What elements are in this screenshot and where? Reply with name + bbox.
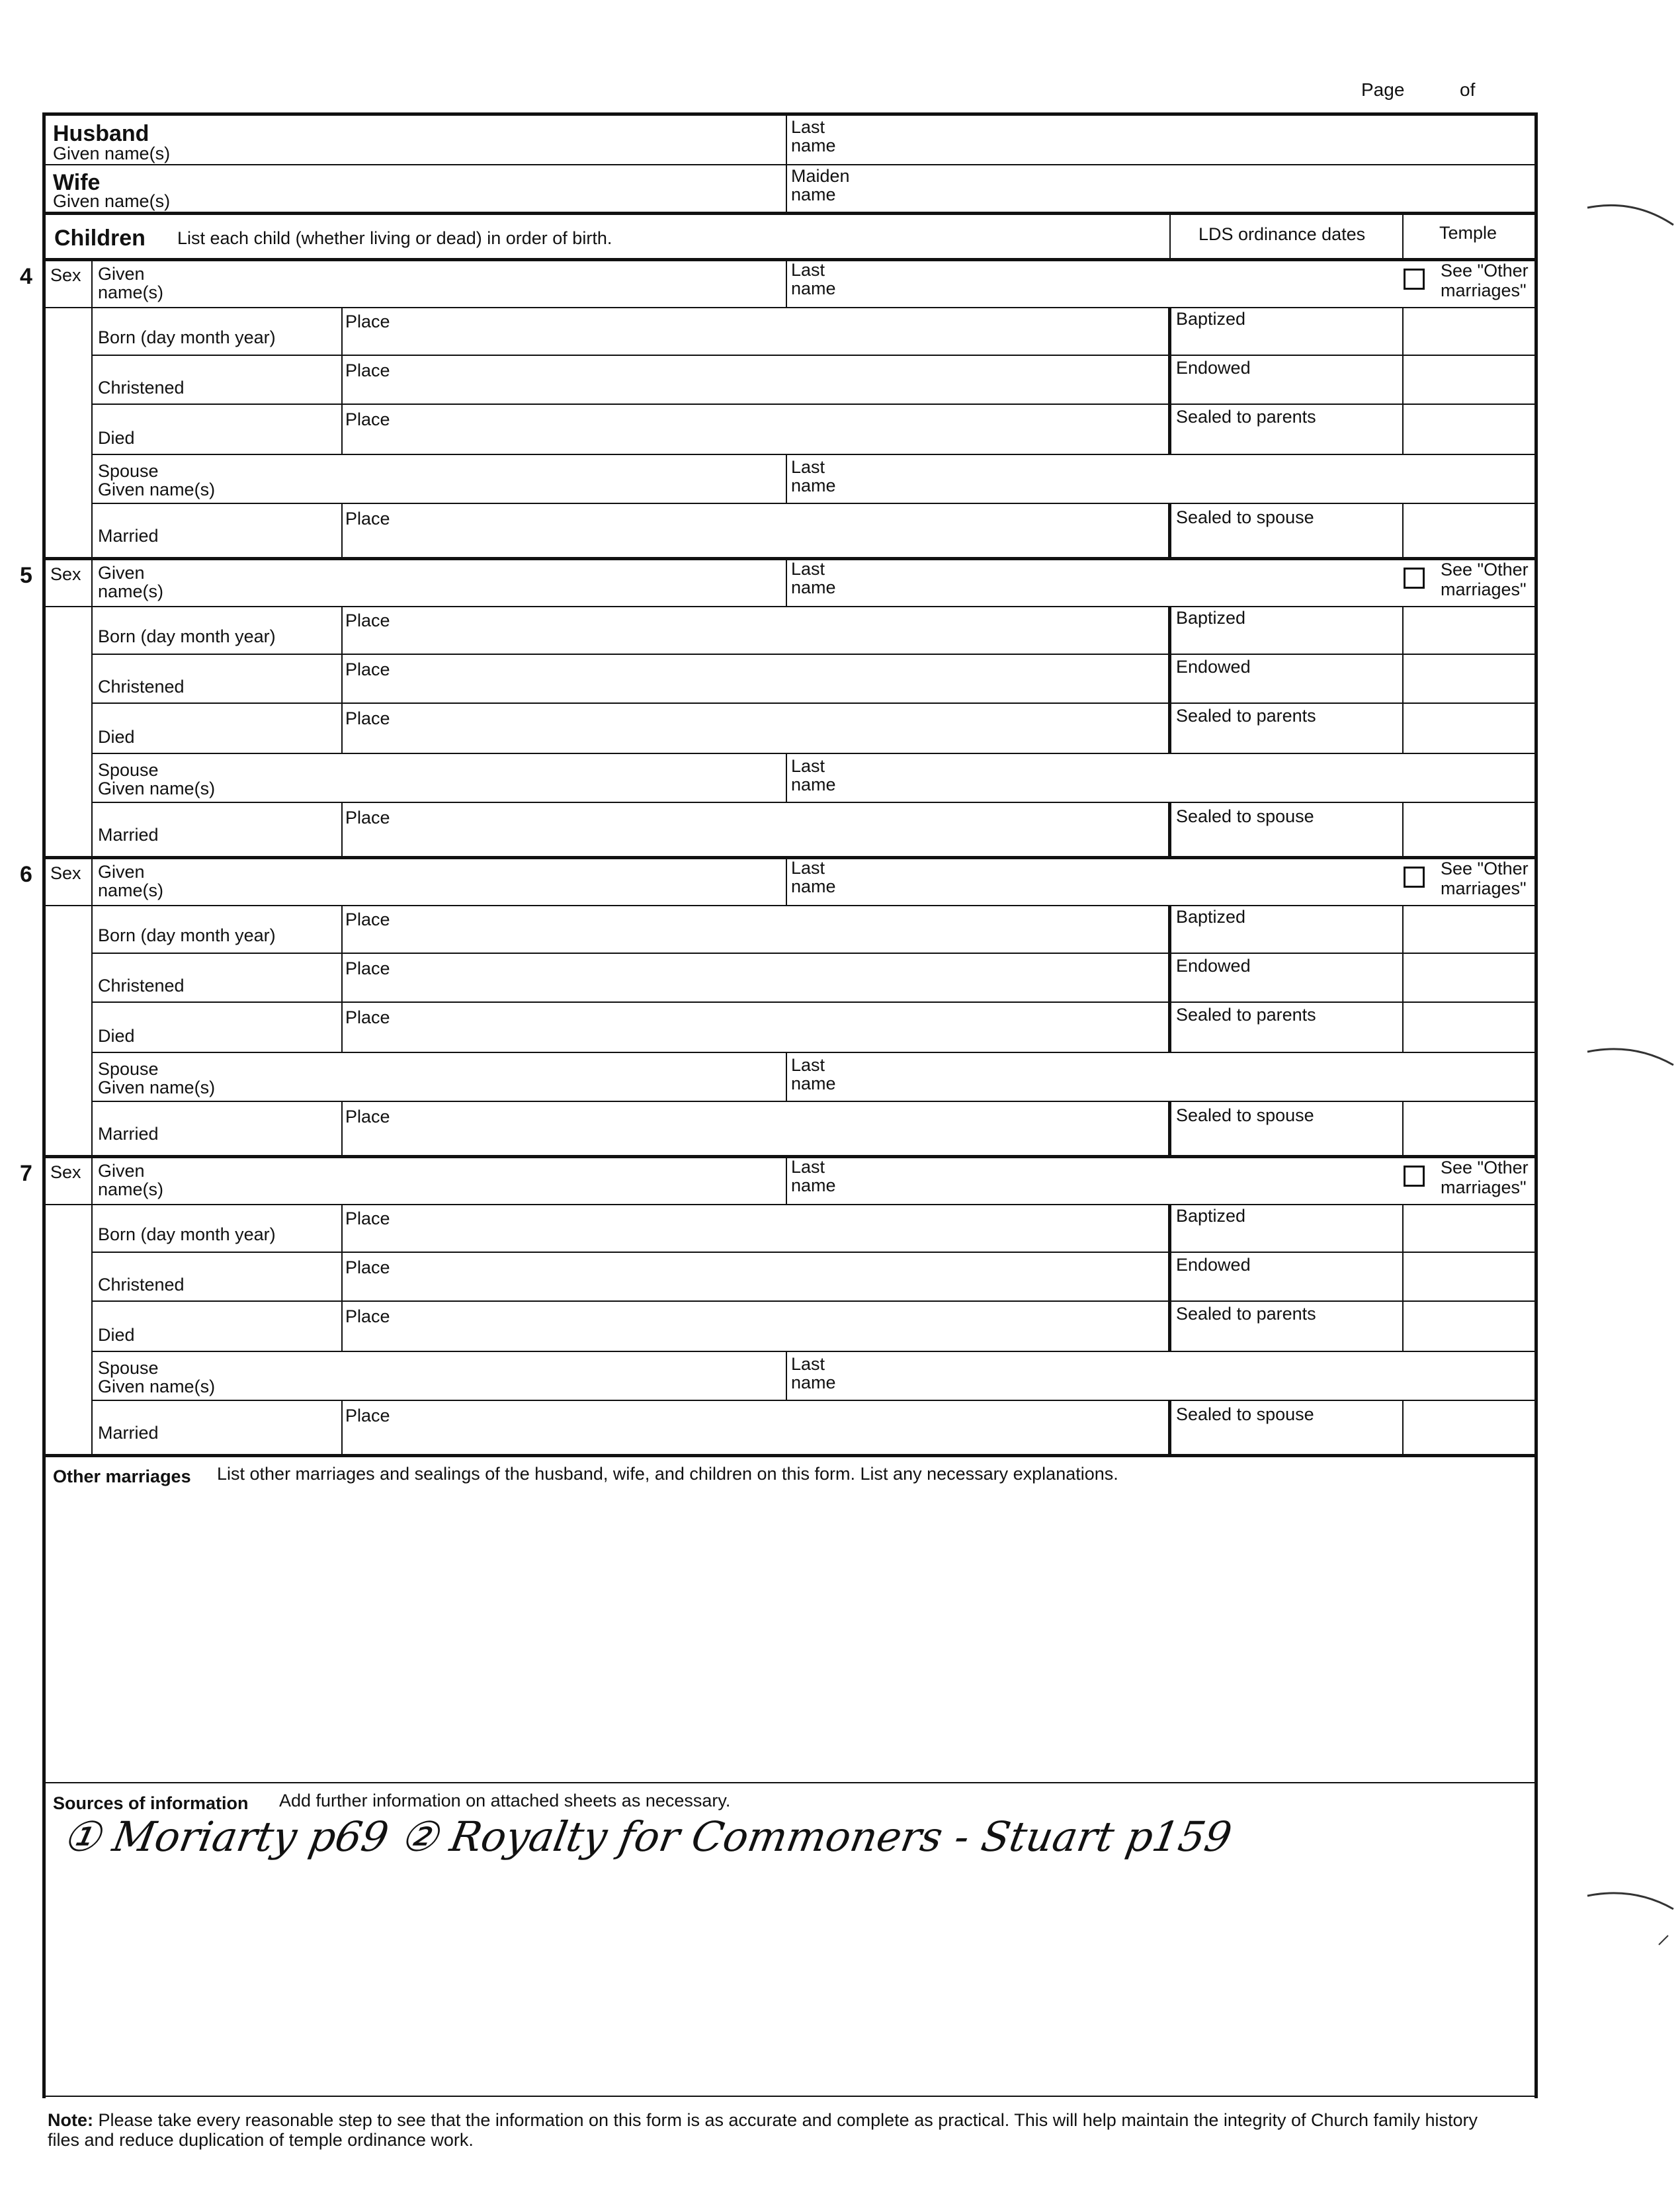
last-name-label: Last name — [791, 1157, 836, 1195]
wife-given-label: Given name(s) — [53, 191, 171, 211]
endowed-temple-field[interactable] — [1406, 359, 1532, 402]
see-other-marriages-checkbox[interactable] — [1404, 1166, 1425, 1187]
married-place-field[interactable] — [397, 1404, 1164, 1451]
sex-divider — [91, 1156, 93, 1204]
christened-date-field[interactable] — [98, 658, 336, 701]
sealed-parents-temple-field[interactable] — [1406, 1304, 1532, 1348]
last-name-field[interactable] — [847, 1158, 1389, 1201]
sealed-spouse-temple-field[interactable] — [1406, 507, 1532, 554]
died-label: Died — [98, 727, 135, 747]
married-temple-divider — [1402, 802, 1404, 857]
christened-date-field[interactable] — [98, 1255, 336, 1299]
given-name-label: Given name(s) — [98, 563, 164, 601]
lds-ordinance-label: LDS ordinance dates — [1198, 224, 1366, 244]
born-place-divider — [341, 905, 343, 1052]
sealed-to-parents-label: Sealed to parents — [1176, 1005, 1316, 1025]
spouse-row-rule — [91, 503, 1537, 504]
spouse-last-field[interactable] — [847, 757, 1528, 800]
sex-divider — [91, 857, 93, 905]
born-place-label: Place — [345, 312, 390, 331]
died-date-field[interactable] — [98, 706, 336, 750]
born-place-divider — [341, 606, 343, 753]
sex-field[interactable] — [45, 560, 89, 603]
husband-title: Husband — [53, 121, 149, 146]
sealed-parents-temple-field[interactable] — [1406, 1005, 1532, 1049]
spouse-row-rule — [91, 1400, 1537, 1401]
christened-place-field[interactable] — [397, 658, 1164, 701]
endowed-temple-field[interactable] — [1406, 658, 1532, 701]
husband-row-rule — [42, 164, 1537, 165]
christened-label: Christened — [98, 677, 185, 697]
married-temple-divider — [1402, 1400, 1404, 1455]
given-name-field[interactable] — [172, 1158, 780, 1201]
sealed-to-spouse-label: Sealed to spouse — [1176, 507, 1314, 527]
see-other-marriages-checkbox[interactable] — [1404, 867, 1425, 888]
endowed-label: Endowed — [1176, 358, 1251, 378]
married-date-field[interactable] — [98, 1105, 336, 1152]
sealed-parents-temple-field[interactable] — [1406, 706, 1532, 750]
married-ordinance-divider — [1168, 503, 1171, 558]
baptized-temple-field[interactable] — [1406, 1207, 1532, 1249]
last-name-field[interactable] — [847, 560, 1389, 603]
see-other-marriages-label: See "Other marriages" — [1441, 261, 1529, 300]
baptized-field[interactable] — [1176, 926, 1397, 950]
baptized-label: Baptized — [1176, 608, 1246, 628]
died-date-field[interactable] — [98, 1304, 336, 1348]
wife-maiden-field[interactable] — [853, 167, 1528, 210]
endowed-field[interactable] — [1176, 677, 1397, 701]
born-place-divider — [341, 307, 343, 454]
christened-place-label: Place — [345, 958, 390, 978]
child-number: 7 — [20, 1161, 32, 1186]
endowed-temple-field[interactable] — [1406, 1255, 1532, 1299]
married-temple-divider — [1402, 503, 1404, 558]
wife-maiden-label: Maiden name — [791, 166, 850, 204]
children-title: Children — [54, 226, 146, 251]
died-place-field[interactable] — [397, 1005, 1164, 1049]
born-row-rule — [91, 1252, 1537, 1253]
married-date-field[interactable] — [98, 1404, 336, 1451]
married-place-divider — [341, 1101, 343, 1156]
baptized-field[interactable] — [1176, 328, 1397, 352]
christened-row-rule — [91, 1300, 1537, 1302]
christened-place-label: Place — [345, 659, 390, 679]
married-date-field[interactable] — [98, 806, 336, 853]
sealed-spouse-temple-field[interactable] — [1406, 806, 1532, 853]
baptized-temple-field[interactable] — [1406, 609, 1532, 651]
sources-handwritten-entry: ① Moriarty p69 ② Royalty for Commoners - Stuart p159 — [59, 1812, 1236, 1861]
endowed-label: Endowed — [1176, 1255, 1251, 1275]
married-ordinance-divider — [1168, 1400, 1171, 1455]
spouse-last-divider — [786, 1052, 787, 1101]
inner-left-border — [91, 606, 93, 857]
inner-left-border — [91, 307, 93, 558]
given-name-field[interactable] — [172, 859, 780, 902]
sealed-to-parents-field[interactable] — [1176, 427, 1397, 451]
baptized-label: Baptized — [1176, 1206, 1246, 1226]
page-of-label: of — [1460, 79, 1476, 100]
wife-row-rule — [42, 212, 1537, 215]
temple-column-divider — [1402, 905, 1404, 1052]
died-date-field[interactable] — [98, 1005, 336, 1049]
died-place-label: Place — [345, 1306, 390, 1326]
sealed-to-spouse-label: Sealed to spouse — [1176, 1105, 1314, 1125]
given-name-label: Given name(s) — [98, 862, 164, 900]
other-marriages-rule — [42, 1782, 1537, 1783]
born-row-rule — [91, 355, 1537, 356]
sealed-to-spouse-label: Sealed to spouse — [1176, 1404, 1314, 1424]
born-place-label: Place — [345, 1209, 390, 1228]
given-last-divider — [786, 857, 787, 905]
spouse-last-field[interactable] — [847, 1056, 1528, 1099]
temple-column-divider — [1402, 606, 1404, 753]
baptized-label: Baptized — [1176, 907, 1246, 927]
sealed-to-parents-label: Sealed to parents — [1176, 1304, 1316, 1324]
sealed-to-spouse-field[interactable] — [1176, 1127, 1397, 1152]
wife-given-field[interactable] — [53, 167, 780, 210]
husband-last-label: Last name — [791, 117, 836, 155]
see-other-marriages-label: See "Other marriages" — [1441, 859, 1529, 898]
christened-label: Christened — [98, 1275, 185, 1295]
christened-label: Christened — [98, 378, 185, 398]
died-place-field[interactable] — [397, 706, 1164, 750]
spouse-last-label: Last name — [791, 1354, 836, 1392]
born-label: Born (day month year) — [98, 925, 276, 945]
christened-place-label: Place — [345, 1257, 390, 1277]
endowed-temple-field[interactable] — [1406, 957, 1532, 1000]
spouse-given-label: Spouse Given name(s) — [98, 1358, 216, 1396]
died-place-label: Place — [345, 708, 390, 728]
inner-left-border — [91, 905, 93, 1156]
married-place-label: Place — [345, 1107, 390, 1127]
born-date-field[interactable] — [98, 908, 336, 950]
lds-divider — [1169, 213, 1171, 258]
died-row-rule — [91, 1351, 1537, 1352]
married-label: Married — [98, 825, 159, 845]
sex-field[interactable] — [45, 261, 89, 304]
married-place-label: Place — [345, 1406, 390, 1425]
sex-label: Sex — [50, 265, 81, 285]
spouse-row-rule — [91, 1101, 1537, 1102]
married-label: Married — [98, 1423, 159, 1443]
born-date-field[interactable] — [98, 1207, 336, 1249]
see-other-marriages-label: See "Other marriages" — [1441, 1158, 1529, 1197]
christened-date-field[interactable] — [98, 957, 336, 1000]
husband-given-field[interactable] — [53, 116, 780, 163]
sealed-to-parents-field[interactable] — [1176, 726, 1397, 750]
note-title: Note: — [48, 2110, 93, 2130]
last-name-label: Last name — [791, 559, 836, 597]
born-place-label: Place — [345, 910, 390, 929]
endowed-field[interactable] — [1176, 378, 1397, 402]
left-border — [42, 112, 46, 2098]
last-name-field[interactable] — [847, 859, 1389, 902]
top-rule — [42, 112, 1537, 116]
wife-title: Wife — [53, 170, 101, 195]
born-place-divider — [341, 1204, 343, 1351]
sealed-spouse-temple-field[interactable] — [1406, 1404, 1532, 1451]
husband-wife-divider — [786, 114, 787, 213]
married-label: Married — [98, 526, 159, 546]
see-other-marriages-checkbox[interactable] — [1404, 269, 1425, 290]
sources-title: Sources of information — [53, 1793, 249, 1813]
sealed-to-spouse-field[interactable] — [1176, 828, 1397, 853]
christened-date-field[interactable] — [98, 359, 336, 402]
ordinance-divider — [1168, 1204, 1171, 1351]
sealed-to-parents-label: Sealed to parents — [1176, 407, 1316, 427]
name-row-rule — [42, 1204, 1537, 1205]
born-place-field[interactable] — [397, 609, 1164, 651]
ordinance-divider — [1168, 905, 1171, 1052]
baptized-field[interactable] — [1176, 1225, 1397, 1249]
married-place-divider — [341, 503, 343, 558]
married-place-field[interactable] — [397, 507, 1164, 554]
spouse-given-field[interactable] — [225, 757, 780, 800]
husband-given-label: Given name(s) — [53, 144, 171, 163]
baptized-label: Baptized — [1176, 309, 1246, 329]
christened-place-field[interactable] — [397, 1255, 1164, 1299]
note-text — [48, 2110, 1503, 2150]
sex-divider — [91, 259, 93, 307]
see-other-marriages-label: See "Other marriages" — [1441, 560, 1529, 599]
other-marriages-field[interactable] — [53, 1492, 1528, 1775]
sealed-to-parents-field[interactable] — [1176, 1025, 1397, 1049]
form-bottom-rule — [42, 2096, 1537, 2097]
husband-last-field[interactable] — [847, 116, 1528, 163]
christened-place-label: Place — [345, 361, 390, 380]
given-last-divider — [786, 1156, 787, 1204]
spouse-given-field[interactable] — [225, 1355, 780, 1398]
sex-label: Sex — [50, 1162, 81, 1182]
baptized-temple-field[interactable] — [1406, 908, 1532, 950]
spouse-last-field[interactable] — [847, 1355, 1528, 1398]
baptized-field[interactable] — [1176, 627, 1397, 651]
sex-field[interactable] — [45, 859, 89, 902]
married-place-divider — [341, 802, 343, 857]
spouse-last-label: Last name — [791, 756, 836, 794]
spouse-last-field[interactable] — [847, 458, 1528, 501]
died-place-label: Place — [345, 1007, 390, 1027]
child-number: 4 — [20, 264, 32, 289]
given-name-field[interactable] — [172, 261, 780, 304]
inner-left-border — [91, 1204, 93, 1455]
sealed-to-spouse-field[interactable] — [1176, 1426, 1397, 1451]
spouse-last-divider — [786, 1351, 787, 1400]
sealed-to-spouse-label: Sealed to spouse — [1176, 806, 1314, 826]
christened-row-rule — [91, 404, 1537, 405]
christened-row-rule — [91, 1001, 1537, 1003]
born-date-field[interactable] — [98, 310, 336, 352]
christened-place-field[interactable] — [397, 359, 1164, 402]
right-border — [1534, 112, 1538, 2098]
given-last-divider — [786, 558, 787, 606]
born-date-field[interactable] — [98, 609, 336, 651]
sealed-spouse-temple-field[interactable] — [1406, 1105, 1532, 1152]
sealed-to-parents-field[interactable] — [1176, 1324, 1397, 1348]
binder-hole-marks — [1581, 198, 1680, 1984]
last-name-label: Last name — [791, 260, 836, 298]
born-label: Born (day month year) — [98, 626, 276, 646]
christened-place-field[interactable] — [397, 957, 1164, 1000]
sex-label: Sex — [50, 863, 81, 883]
married-date-field[interactable] — [98, 507, 336, 554]
child-number: 5 — [20, 563, 32, 588]
spouse-given-field[interactable] — [225, 1056, 780, 1099]
sex-divider — [91, 558, 93, 606]
born-row-rule — [91, 953, 1537, 954]
ordinance-divider — [1168, 606, 1171, 753]
binder-hole-tick — [1659, 1936, 1668, 1945]
spouse-given-field[interactable] — [225, 458, 780, 501]
name-row-rule — [42, 307, 1537, 308]
other-marriages-instruction: List other marriages and sealings of the husband, wife, and children on this form. List any necessary explanations. — [217, 1464, 1118, 1484]
sex-field[interactable] — [45, 1158, 89, 1201]
ordinance-divider — [1168, 307, 1171, 454]
married-place-field[interactable] — [397, 1105, 1164, 1152]
last-name-label: Last name — [791, 858, 836, 896]
born-label: Born (day month year) — [98, 327, 276, 347]
note-body: Please take every reasonable step to see that the information on this form is as accurate and complete as practical. This will help maintain the integrity of Church family history files and reduce duplication of temple ordinance work. — [48, 2110, 1478, 2150]
died-place-field[interactable] — [397, 1304, 1164, 1348]
temple-column-divider — [1402, 307, 1404, 454]
sex-label: Sex — [50, 564, 81, 584]
spouse-given-label: Spouse Given name(s) — [98, 461, 216, 499]
given-last-divider — [786, 259, 787, 307]
other-marriages-title: Other marriages — [53, 1467, 191, 1486]
married-ordinance-divider — [1168, 1101, 1171, 1156]
christened-label: Christened — [98, 976, 185, 996]
died-label: Died — [98, 428, 135, 448]
children-instruction: List each child (whether living or dead) in order of birth. — [177, 228, 612, 248]
spouse-last-divider — [786, 454, 787, 503]
endowed-field[interactable] — [1176, 1275, 1397, 1299]
married-place-label: Place — [345, 509, 390, 529]
sealed-to-spouse-field[interactable] — [1176, 529, 1397, 554]
died-label: Died — [98, 1026, 135, 1046]
married-place-label: Place — [345, 808, 390, 828]
child-number: 6 — [20, 862, 32, 887]
died-row-rule — [91, 753, 1537, 754]
spouse-given-label: Spouse Given name(s) — [98, 1059, 216, 1097]
last-name-field[interactable] — [847, 261, 1389, 304]
binder-hole-mark-top — [1587, 205, 1673, 225]
born-row-rule — [91, 654, 1537, 655]
temple-column-divider — [1402, 1204, 1404, 1351]
married-temple-divider — [1402, 1101, 1404, 1156]
see-other-marriages-checkbox[interactable] — [1404, 568, 1425, 589]
name-row-rule — [42, 606, 1537, 607]
spouse-last-label: Last name — [791, 457, 836, 495]
born-label: Born (day month year) — [98, 1224, 276, 1244]
spouse-row-rule — [91, 802, 1537, 803]
died-row-rule — [91, 1052, 1537, 1053]
baptized-temple-field[interactable] — [1406, 310, 1532, 352]
child-bottom-rule — [42, 1454, 1537, 1457]
binder-hole-mark-middle — [1587, 1049, 1673, 1065]
married-ordinance-divider — [1168, 802, 1171, 857]
born-place-field[interactable] — [397, 1207, 1164, 1249]
died-place-field[interactable] — [397, 407, 1164, 451]
page-label: Page — [1361, 79, 1405, 100]
spouse-last-label: Last name — [791, 1055, 836, 1093]
born-place-field[interactable] — [397, 310, 1164, 352]
given-name-label: Given name(s) — [98, 264, 164, 302]
temple-divider — [1402, 213, 1404, 258]
married-place-field[interactable] — [397, 806, 1164, 853]
christened-row-rule — [91, 702, 1537, 704]
binder-hole-mark-bottom — [1587, 1893, 1673, 1909]
died-place-label: Place — [345, 409, 390, 429]
endowed-field[interactable] — [1176, 976, 1397, 1000]
endowed-label: Endowed — [1176, 956, 1251, 976]
endowed-label: Endowed — [1176, 657, 1251, 677]
born-place-field[interactable] — [397, 908, 1164, 950]
given-name-field[interactable] — [172, 560, 780, 603]
died-date-field[interactable] — [98, 407, 336, 451]
born-place-label: Place — [345, 611, 390, 630]
died-label: Died — [98, 1325, 135, 1345]
died-row-rule — [91, 454, 1537, 455]
temple-label: Temple — [1439, 223, 1497, 243]
sealed-parents-temple-field[interactable] — [1406, 407, 1532, 451]
spouse-given-label: Spouse Given name(s) — [98, 760, 216, 798]
sources-instruction: Add further information on attached sheets as necessary. — [279, 1791, 731, 1810]
sealed-to-parents-label: Sealed to parents — [1176, 706, 1316, 726]
given-name-label: Given name(s) — [98, 1161, 164, 1199]
spouse-last-divider — [786, 753, 787, 802]
married-label: Married — [98, 1124, 159, 1144]
sources-field[interactable] — [53, 1812, 1528, 2093]
married-place-divider — [341, 1400, 343, 1455]
name-row-rule — [42, 905, 1537, 906]
